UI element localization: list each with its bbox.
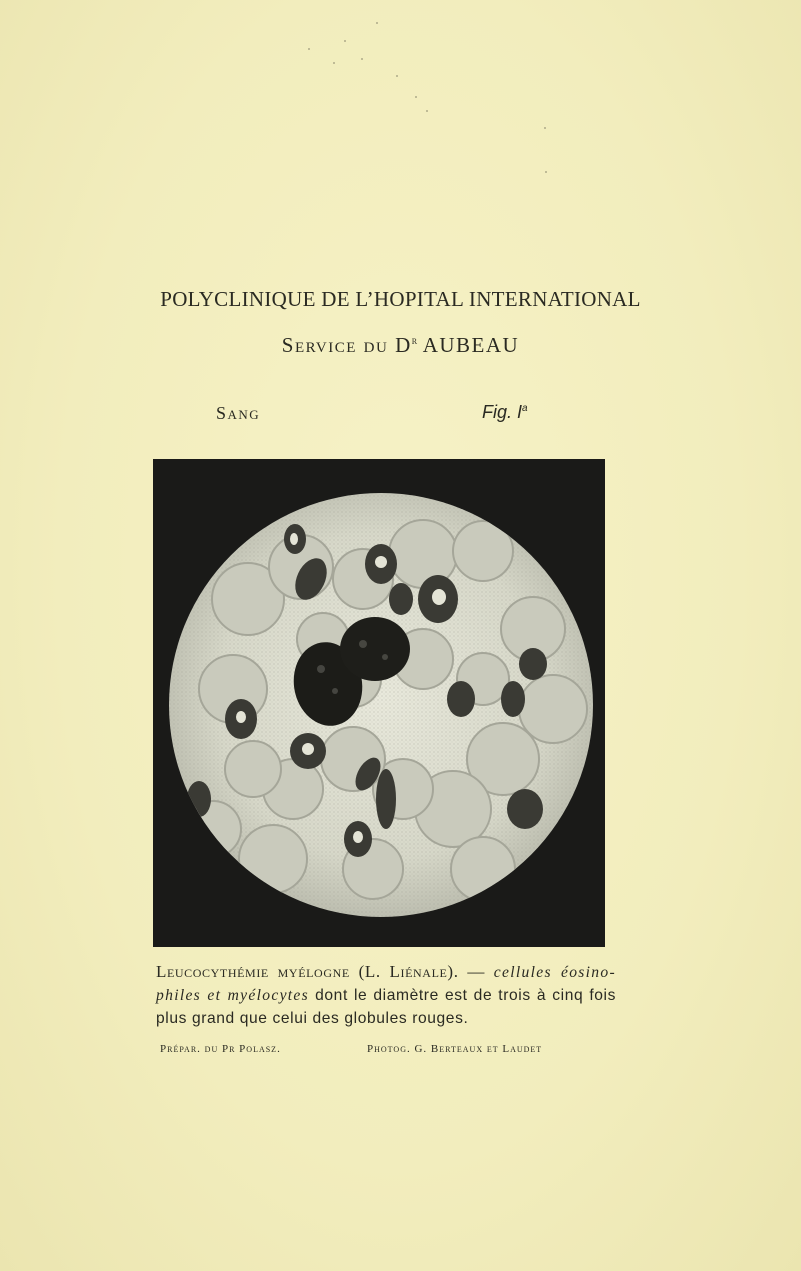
institution-title: POLYCLINIQUE DE L’HOPITAL INTERNATIONAL [160,287,641,311]
photography-credit: Photog. G. Berteaux et Laudet [367,1043,543,1055]
service-prefix: Service du D [281,333,412,357]
figure-sup: a [522,403,528,414]
figure-caption [156,960,616,1030]
caption-title: Leucocythémie myélogne (L. Liénale). — [156,962,494,981]
figure-number [482,402,528,423]
preparation-credit: Prépar. du Pr Polasz. [160,1043,281,1055]
caption-cell-types: cellules éosino-philes et myélocytes [156,964,616,1004]
microscope-blood-smear-photograph [153,459,605,947]
microscope-plate [153,459,605,947]
figure-prefix: Fig. I [482,402,523,422]
section-label: Sang [216,403,261,423]
caption-description: dont le diamètre est de trois à cinq fois plus grand que celui des globules rouges. [156,987,617,1027]
service-sup: r [411,335,418,347]
service-name: AUBEAU [417,333,520,357]
service-title [0,333,801,358]
